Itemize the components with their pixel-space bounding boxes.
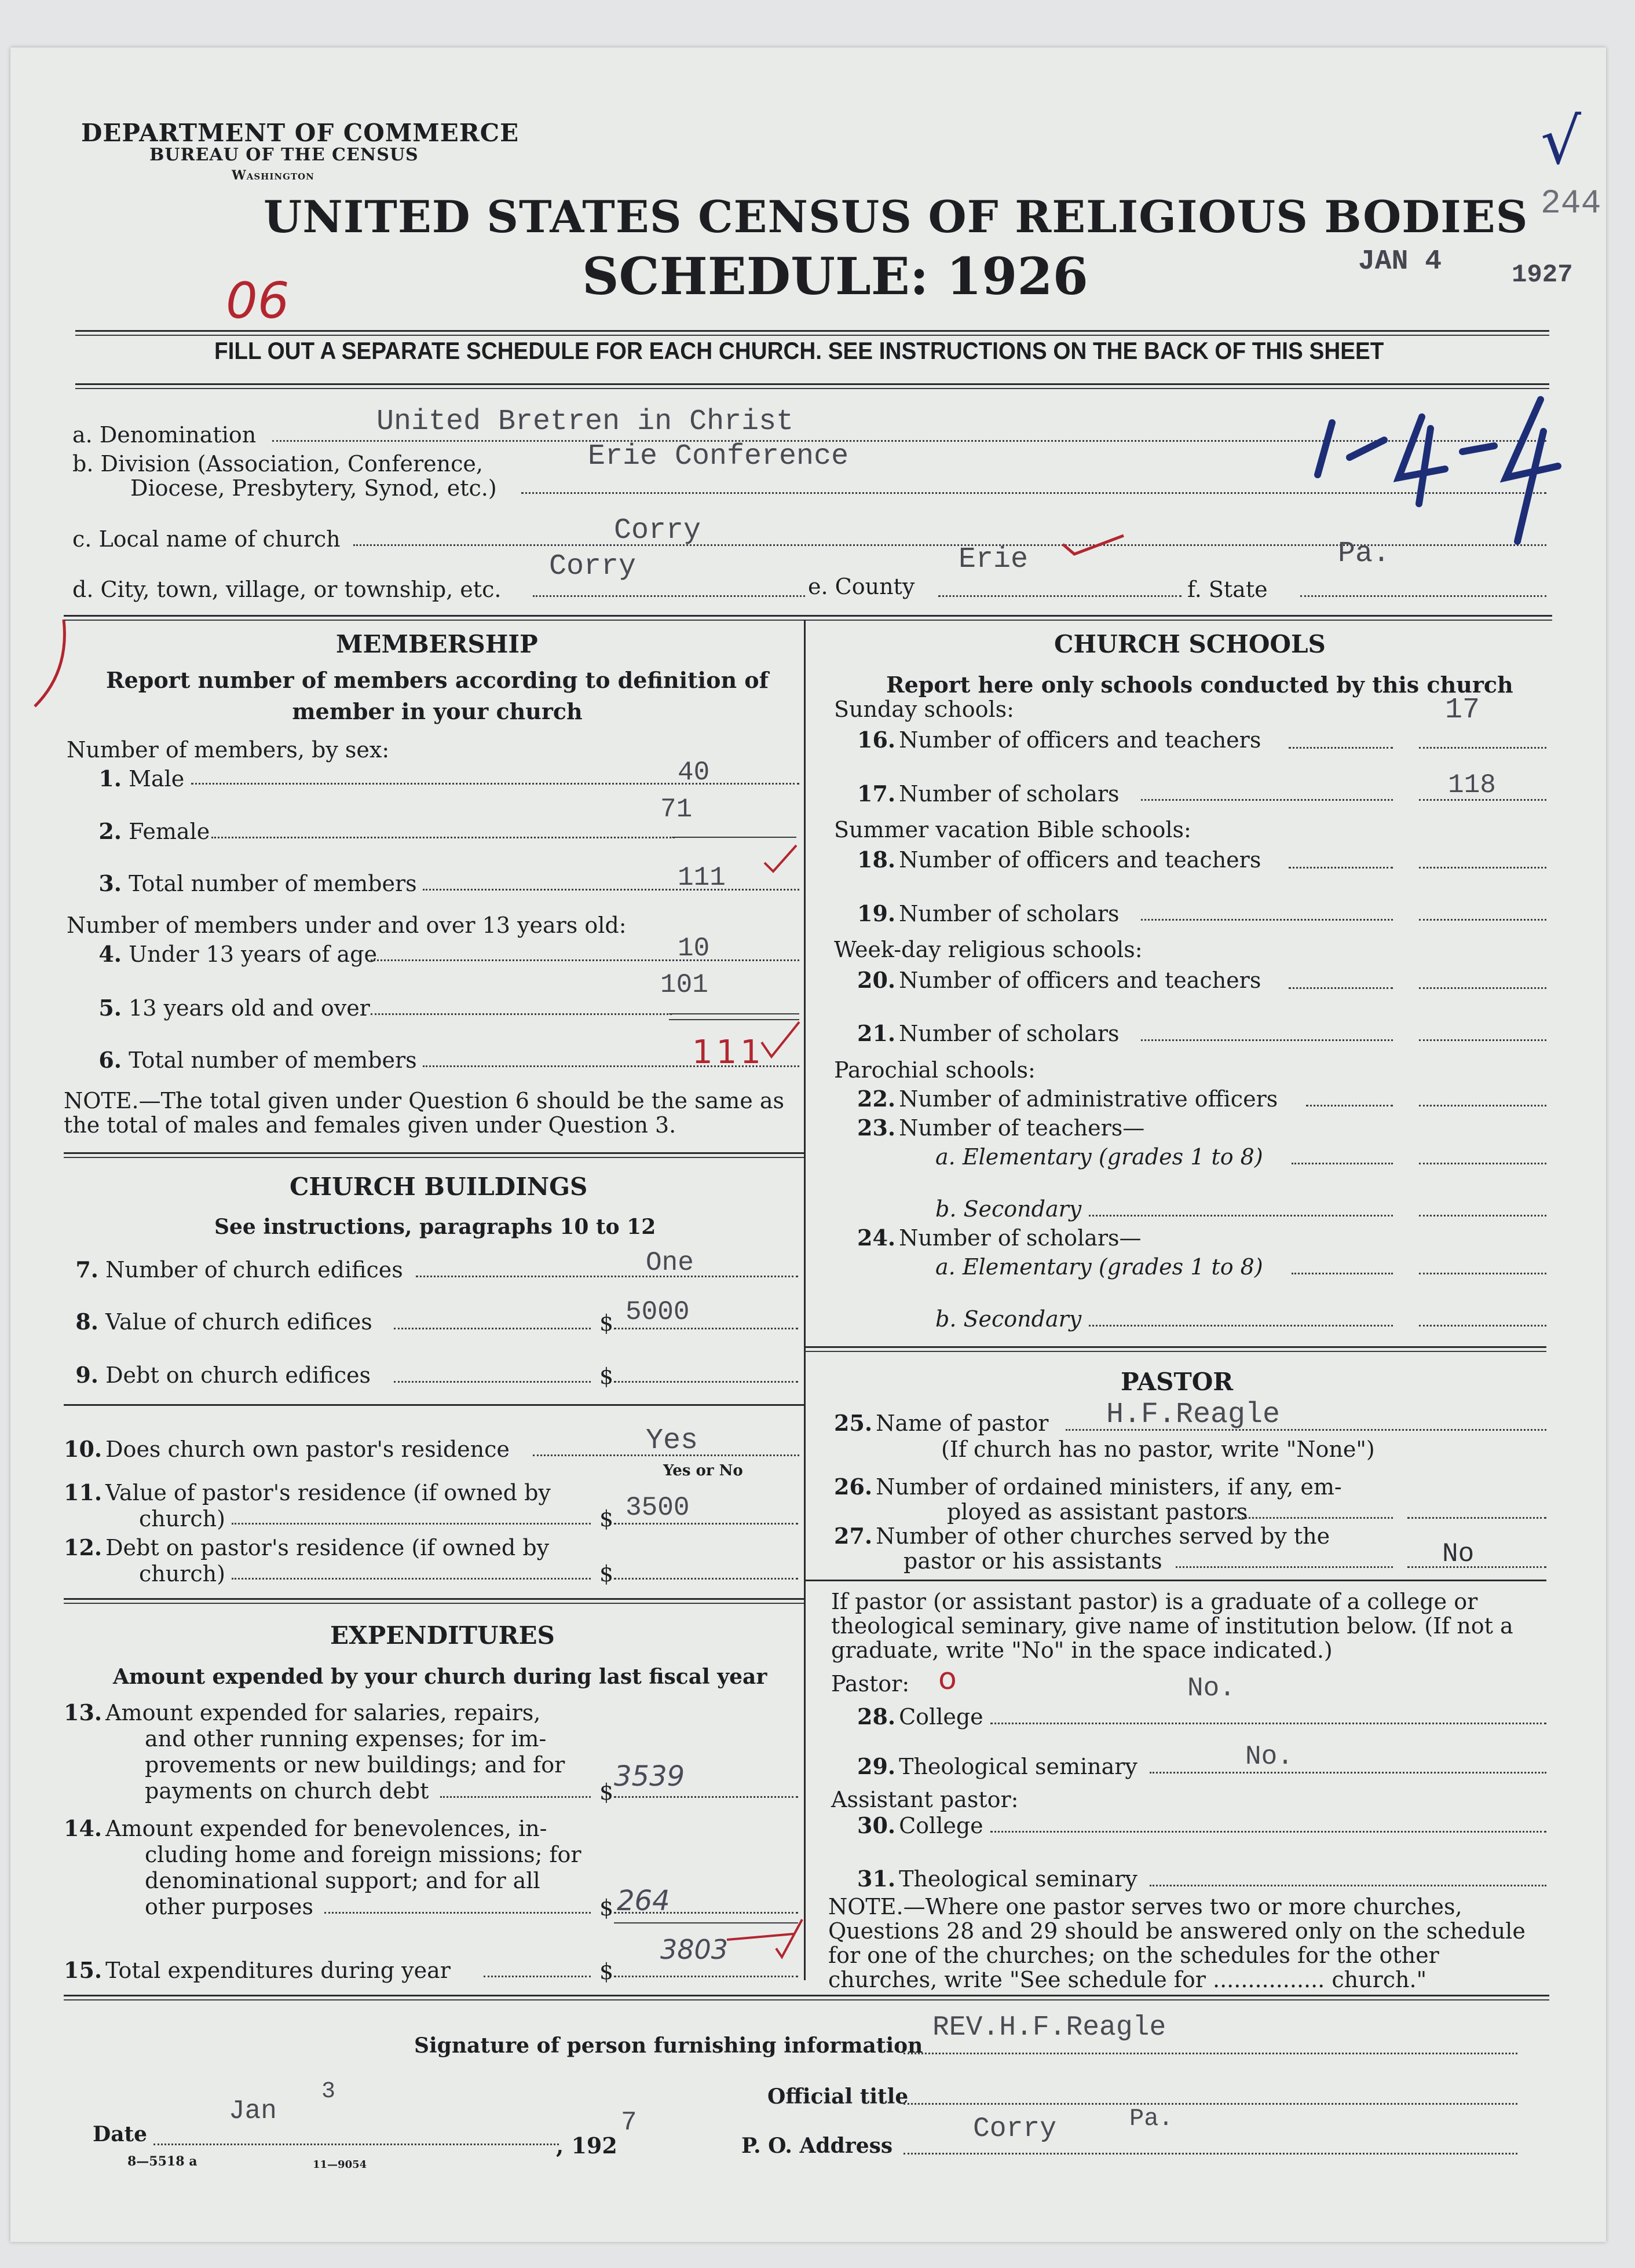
- q13-running-label: Amount expended for salaries, repairs,: [105, 1700, 541, 1725]
- blue-check-mark: √: [1541, 104, 1582, 178]
- q23a-label: a. Elementary (grades 1 to 8): [935, 1144, 1263, 1170]
- q2-female-label: Female: [129, 819, 210, 844]
- q14-benevolence-label: Amount expended for benevolences, in-: [105, 1816, 547, 1841]
- q16-label: Number of officers and teachers: [899, 727, 1261, 753]
- q6-red-check: [759, 1019, 805, 1065]
- q20-label: Number of officers and teachers: [899, 968, 1261, 993]
- division-value: Erie Conference: [588, 440, 849, 473]
- q27-value: No: [1442, 1539, 1475, 1569]
- stamp-number: 244: [1541, 185, 1601, 223]
- q25-label: Name of pastor: [876, 1410, 1049, 1436]
- q5-over13-label: 13 years old and over: [129, 995, 370, 1021]
- q8-dollar: $: [599, 1310, 614, 1336]
- q7-edifices-label: Number of church edifices: [105, 1257, 403, 1283]
- q12-residence-debt-label-2: church): [139, 1561, 225, 1586]
- q13-running-value: 3539: [614, 1760, 685, 1793]
- q29-value: No.: [1245, 1742, 1293, 1772]
- year-prefix: , 192: [556, 2133, 617, 2159]
- q15-total-value: 3803: [660, 1934, 729, 1965]
- denomination-value: United Bretren in Christ: [376, 405, 794, 438]
- q11-residence-value-value: 3500: [626, 1493, 690, 1523]
- membership-note: NOTE.—The total given under Question 6 should be the same as the total of males and females given under Question 3.: [64, 1088, 784, 1138]
- q14-benevolence-value: 264: [617, 1885, 670, 1917]
- q18-label: Number of officers and teachers: [899, 847, 1261, 873]
- q25-value: H.F.Reagle: [1106, 1398, 1281, 1431]
- received-stamp-year: 1927: [1512, 261, 1573, 290]
- county-value: Erie: [959, 543, 1029, 576]
- po-address-label: P. O. Address: [741, 2134, 893, 2158]
- po-address-value[interactable]: Corry: [973, 2113, 1057, 2145]
- members-by-sex-label: Number of members, by sex:: [67, 737, 390, 763]
- schools-title: CHURCH SCHOOLS: [1054, 630, 1326, 658]
- q11-dollar: $: [599, 1506, 614, 1531]
- q14-benevolence-label-3: denominational support; and for all: [145, 1868, 540, 1893]
- q10-yes-no-hint: Yes or No: [663, 1462, 743, 1479]
- membership-subtitle: Report number of members according to definition of member in your church: [106, 667, 769, 724]
- buildings-title: CHURCH BUILDINGS: [290, 1173, 588, 1201]
- city-label: d. City, town, village, or township, etc.: [72, 577, 502, 602]
- signature-value[interactable]: REV.H.F.Reagle: [932, 2012, 1166, 2043]
- division-label: b. Division (Association, Conference,: [72, 451, 483, 477]
- q19-label: Number of scholars: [899, 901, 1120, 926]
- q17-value: 118: [1448, 770, 1496, 800]
- q6-total-value: 111: [692, 1034, 765, 1071]
- q28-value: No.: [1187, 1673, 1235, 1703]
- q1-male-label: Male: [129, 766, 185, 792]
- q23-label: Number of teachers—: [899, 1115, 1145, 1141]
- q14-benevolence-label-4: other purposes: [145, 1894, 314, 1919]
- expenditures-title: EXPENDITURES: [330, 1621, 555, 1650]
- bureau-name: BUREAU OF THE CENSUS: [149, 145, 419, 165]
- schedule-title: SCHEDULE: 1926: [582, 246, 1088, 306]
- q27-label: Number of other churches served by the: [876, 1523, 1330, 1549]
- members-by-age-label: Number of members under and over 13 years old:: [67, 913, 627, 938]
- parochial-schools-label: Parochial schools:: [834, 1057, 1036, 1083]
- q12-residence-debt-label: Debt on pastor's residence (if owned by: [105, 1535, 550, 1560]
- q8-value-value: 5000: [626, 1297, 690, 1327]
- date-day-value[interactable]: 3: [321, 2079, 336, 2105]
- q5-over13-value: 101: [660, 970, 708, 1000]
- form-title: UNITED STATES CENSUS OF RELIGIOUS BODIES: [264, 191, 1528, 243]
- local-name-label: c. Local name of church: [72, 526, 341, 552]
- q13-running-label-2: and other running expenses; for im-: [145, 1726, 547, 1752]
- bureau-city: Washington: [232, 168, 314, 183]
- q15-dollar: $: [599, 1959, 614, 1984]
- denomination-label: a. Denomination: [72, 422, 257, 448]
- graduate-note: If pastor (or assistant pastor) is a graduate of a college or theological seminary, give name of institution below. (If not a graduate, write "No" in the space indicated.): [831, 1589, 1513, 1663]
- q14-dollar: $: [599, 1895, 614, 1921]
- date-month-value[interactable]: Jan: [229, 2096, 277, 2126]
- weekday-schools-label: Week-day religious schools:: [834, 937, 1143, 962]
- year-digit-value[interactable]: 7: [621, 2108, 637, 2138]
- q26-label-2: ployed as assistant pastors: [947, 1499, 1248, 1525]
- q3-total-label: Total number of members: [129, 871, 417, 896]
- q13-dollar: $: [599, 1779, 614, 1805]
- schools-subtitle: Report here only schools conducted by this church: [886, 672, 1513, 698]
- received-stamp-date: JAN 4: [1358, 246, 1442, 277]
- q11-residence-value-label: Value of pastor's residence (if owned by: [105, 1480, 551, 1505]
- q23b-label: b. Secondary: [935, 1196, 1082, 1222]
- q2-female-value: 71: [660, 794, 693, 825]
- q16-value: 17: [1445, 694, 1480, 727]
- membership-title: MEMBERSHIP: [336, 630, 538, 658]
- q6-total-label: Total number of members: [129, 1047, 417, 1073]
- signature-label: Signature of person furnishing information: [414, 2033, 923, 2058]
- division-label-2: Diocese, Presbytery, Synod, etc.): [130, 475, 497, 501]
- expenditures-subtitle: Amount expended by your church during last fiscal year: [113, 1665, 767, 1689]
- q8-value-label: Value of church edifices: [105, 1309, 372, 1335]
- local-name-value: Corry: [614, 514, 701, 547]
- q24-label: Number of scholars—: [899, 1225, 1142, 1251]
- q29-label: Theological seminary: [899, 1754, 1137, 1779]
- official-title-label: Official title: [767, 2084, 909, 2109]
- q10-owns-residence-value: Yes: [646, 1424, 698, 1457]
- fill-out-instruction: FILL OUT A SEPARATE SCHEDULE FOR EACH CHURCH. SEE INSTRUCTIONS ON THE BACK OF THIS SHEET: [214, 337, 1384, 364]
- q21-label: Number of scholars: [899, 1021, 1120, 1046]
- q31-label: Theological seminary: [899, 1866, 1137, 1892]
- summer-schools-label: Summer vacation Bible schools:: [834, 817, 1191, 842]
- po-state-value[interactable]: Pa.: [1129, 2105, 1173, 2133]
- q4-under13-value: 10: [678, 933, 710, 963]
- q22-label: Number of administrative officers: [899, 1086, 1278, 1112]
- q15-total-label: Total expenditures during year: [105, 1958, 451, 1983]
- q30-label: College: [899, 1813, 983, 1838]
- red-file-code: 06: [226, 272, 290, 330]
- red-check-mark: [1060, 530, 1129, 559]
- state-label: f. State: [1187, 577, 1268, 602]
- pastor-title: PASTOR: [1121, 1368, 1234, 1396]
- q9-debt-label: Debt on church edifices: [105, 1362, 371, 1388]
- blue-handwritten-code: [1297, 382, 1575, 556]
- q28-label: College: [899, 1704, 983, 1730]
- q3-total-value: 111: [678, 863, 726, 893]
- print-number: 11—9054: [313, 2159, 367, 2171]
- pastor-sub-label: Pastor:: [831, 1671, 910, 1697]
- department-name: DEPARTMENT OF COMMERCE: [81, 119, 520, 147]
- q9-dollar: $: [599, 1364, 614, 1389]
- q24a-label: a. Elementary (grades 1 to 8): [935, 1254, 1263, 1280]
- pastor-red-mark: o: [938, 1662, 957, 1697]
- q25-note: (If church has no pastor, write "None"): [941, 1437, 1375, 1462]
- buildings-subtitle: See instructions, paragraphs 10 to 12: [214, 1215, 656, 1239]
- q4-under13-label: Under 13 years of age: [129, 941, 377, 967]
- q24b-label: b. Secondary: [935, 1306, 1082, 1332]
- q15-red-check: [724, 1917, 805, 1963]
- q17-label: Number of scholars: [899, 781, 1120, 807]
- county-label: e. County: [808, 574, 915, 599]
- pastor-note: NOTE.—Where one pastor serves two or more churches, Questions 28 and 29 should be answered only on the schedule for one of the churches; on the schedules for the other churches, write "See schedule for ................ church.": [828, 1894, 1526, 1992]
- q26-label: Number of ordained ministers, if any, em-: [876, 1474, 1342, 1500]
- q13-running-label-3: provements or new buildings; and for: [145, 1752, 565, 1778]
- q27-label-2: pastor or his assistants: [904, 1548, 1162, 1574]
- sunday-schools-label: Sunday schools:: [834, 697, 1014, 722]
- city-value: Corry: [549, 550, 637, 583]
- q1-male-value: 40: [678, 757, 710, 787]
- form-number: 8—5518 a: [127, 2154, 197, 2169]
- state-value: Pa.: [1338, 537, 1391, 570]
- date-label: Date: [93, 2122, 148, 2146]
- q3-red-check: [762, 842, 802, 877]
- q7-edifices-value: One: [646, 1248, 694, 1278]
- q11-residence-value-label-2: church): [139, 1506, 225, 1531]
- q12-dollar: $: [599, 1561, 614, 1586]
- q14-benevolence-label-2: cluding home and foreign missions; for: [145, 1842, 581, 1867]
- assistant-pastor-label: Assistant pastor:: [831, 1787, 1019, 1812]
- red-margin-mark: [23, 614, 81, 718]
- q10-owns-residence-label: Does church own pastor's residence: [105, 1437, 510, 1462]
- q13-running-label-4: payments on church debt: [145, 1778, 429, 1804]
